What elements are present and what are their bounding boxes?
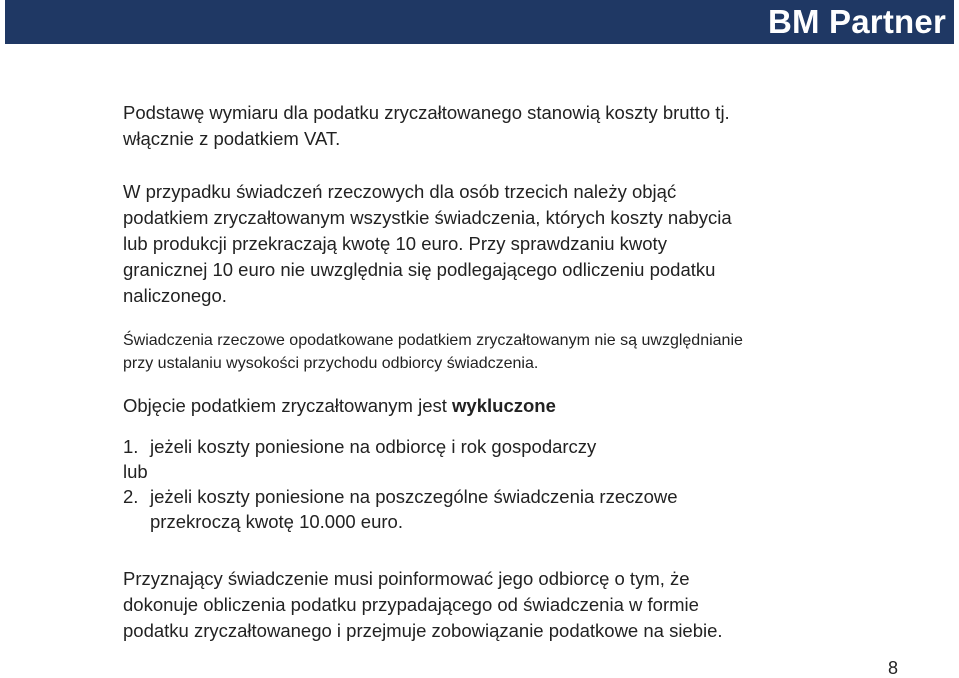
exclusion-item-2 [123,484,678,534]
paragraph-notice-line-2: dokonuje obliczenia podatku przypadającego od świadczenia w formie [123,594,699,615]
header-bar [5,0,954,44]
paragraph-base [123,100,730,152]
exclusion-item-2-line-2: przekroczą kwotę 10.000 euro. [150,511,403,532]
paragraph-income-line-1: Świadczenia rzeczowe opodatkowane podatkiem zryczałtowanym nie są uwzględnianie [123,332,743,349]
exclusion-item-1-text: jeżeli koszty poniesione na odbiorcę i rok gospodarczy [150,436,597,457]
brand-title: BM Partner [767,3,946,40]
paragraph-income [123,329,743,375]
paragraph-exclusion-emphasis: wykluczone [452,395,556,416]
paragraph-exclusion-prefix: Objęcie podatkiem zryczałtowanym jest [123,395,453,416]
exclusion-item-1 [123,434,596,459]
paragraph-base-line-2: włącznie z podatkiem VAT. [123,128,341,149]
paragraph-threshold-line-5: naliczonego. [123,285,227,306]
exclusion-item-2-number: 2. [123,486,139,507]
page-number: 8 [887,658,898,678]
exclusion-connector: lub [123,461,148,482]
exclusion-item-2-line-1: jeżeli koszty poniesione na poszczególne świadczenia rzeczowe [150,486,678,507]
paragraph-threshold [123,179,732,309]
paragraph-notice-line-1: Przyznający świadczenie musi poinformować jego odbiorcę o tym, że [123,568,690,589]
exclusion-item-1-number: 1. [123,436,139,457]
paragraph-exclusion [123,393,556,419]
paragraph-notice [123,566,723,644]
paragraph-income-line-2: przy ustalaniu wysokości przychodu odbiorcy świadczenia. [123,355,539,372]
paragraph-threshold-line-4: granicznej 10 euro nie uwzględnia się podlegającego odliczeniu podatku [123,259,716,280]
paragraph-threshold-line-3: lub produkcji przekraczają kwotę 10 euro. Przy sprawdzaniu kwoty [123,233,667,254]
paragraph-threshold-line-2: podatkiem zryczałtowanym wszystkie świadczenia, których koszty nabycia [123,207,732,228]
exclusion-item-2-text [150,484,678,534]
paragraph-notice-line-3: podatku zryczałtowanego i przejmuje zobowiązanie podatkowe na siebie. [123,620,723,641]
paragraph-threshold-line-1: W przypadku świadczeń rzeczowych dla osób trzecich należy objąć [123,181,677,202]
paragraph-base-line-1: Podstawę wymiaru dla podatku zryczałtowanego stanowią koszty brutto tj. [123,102,730,123]
